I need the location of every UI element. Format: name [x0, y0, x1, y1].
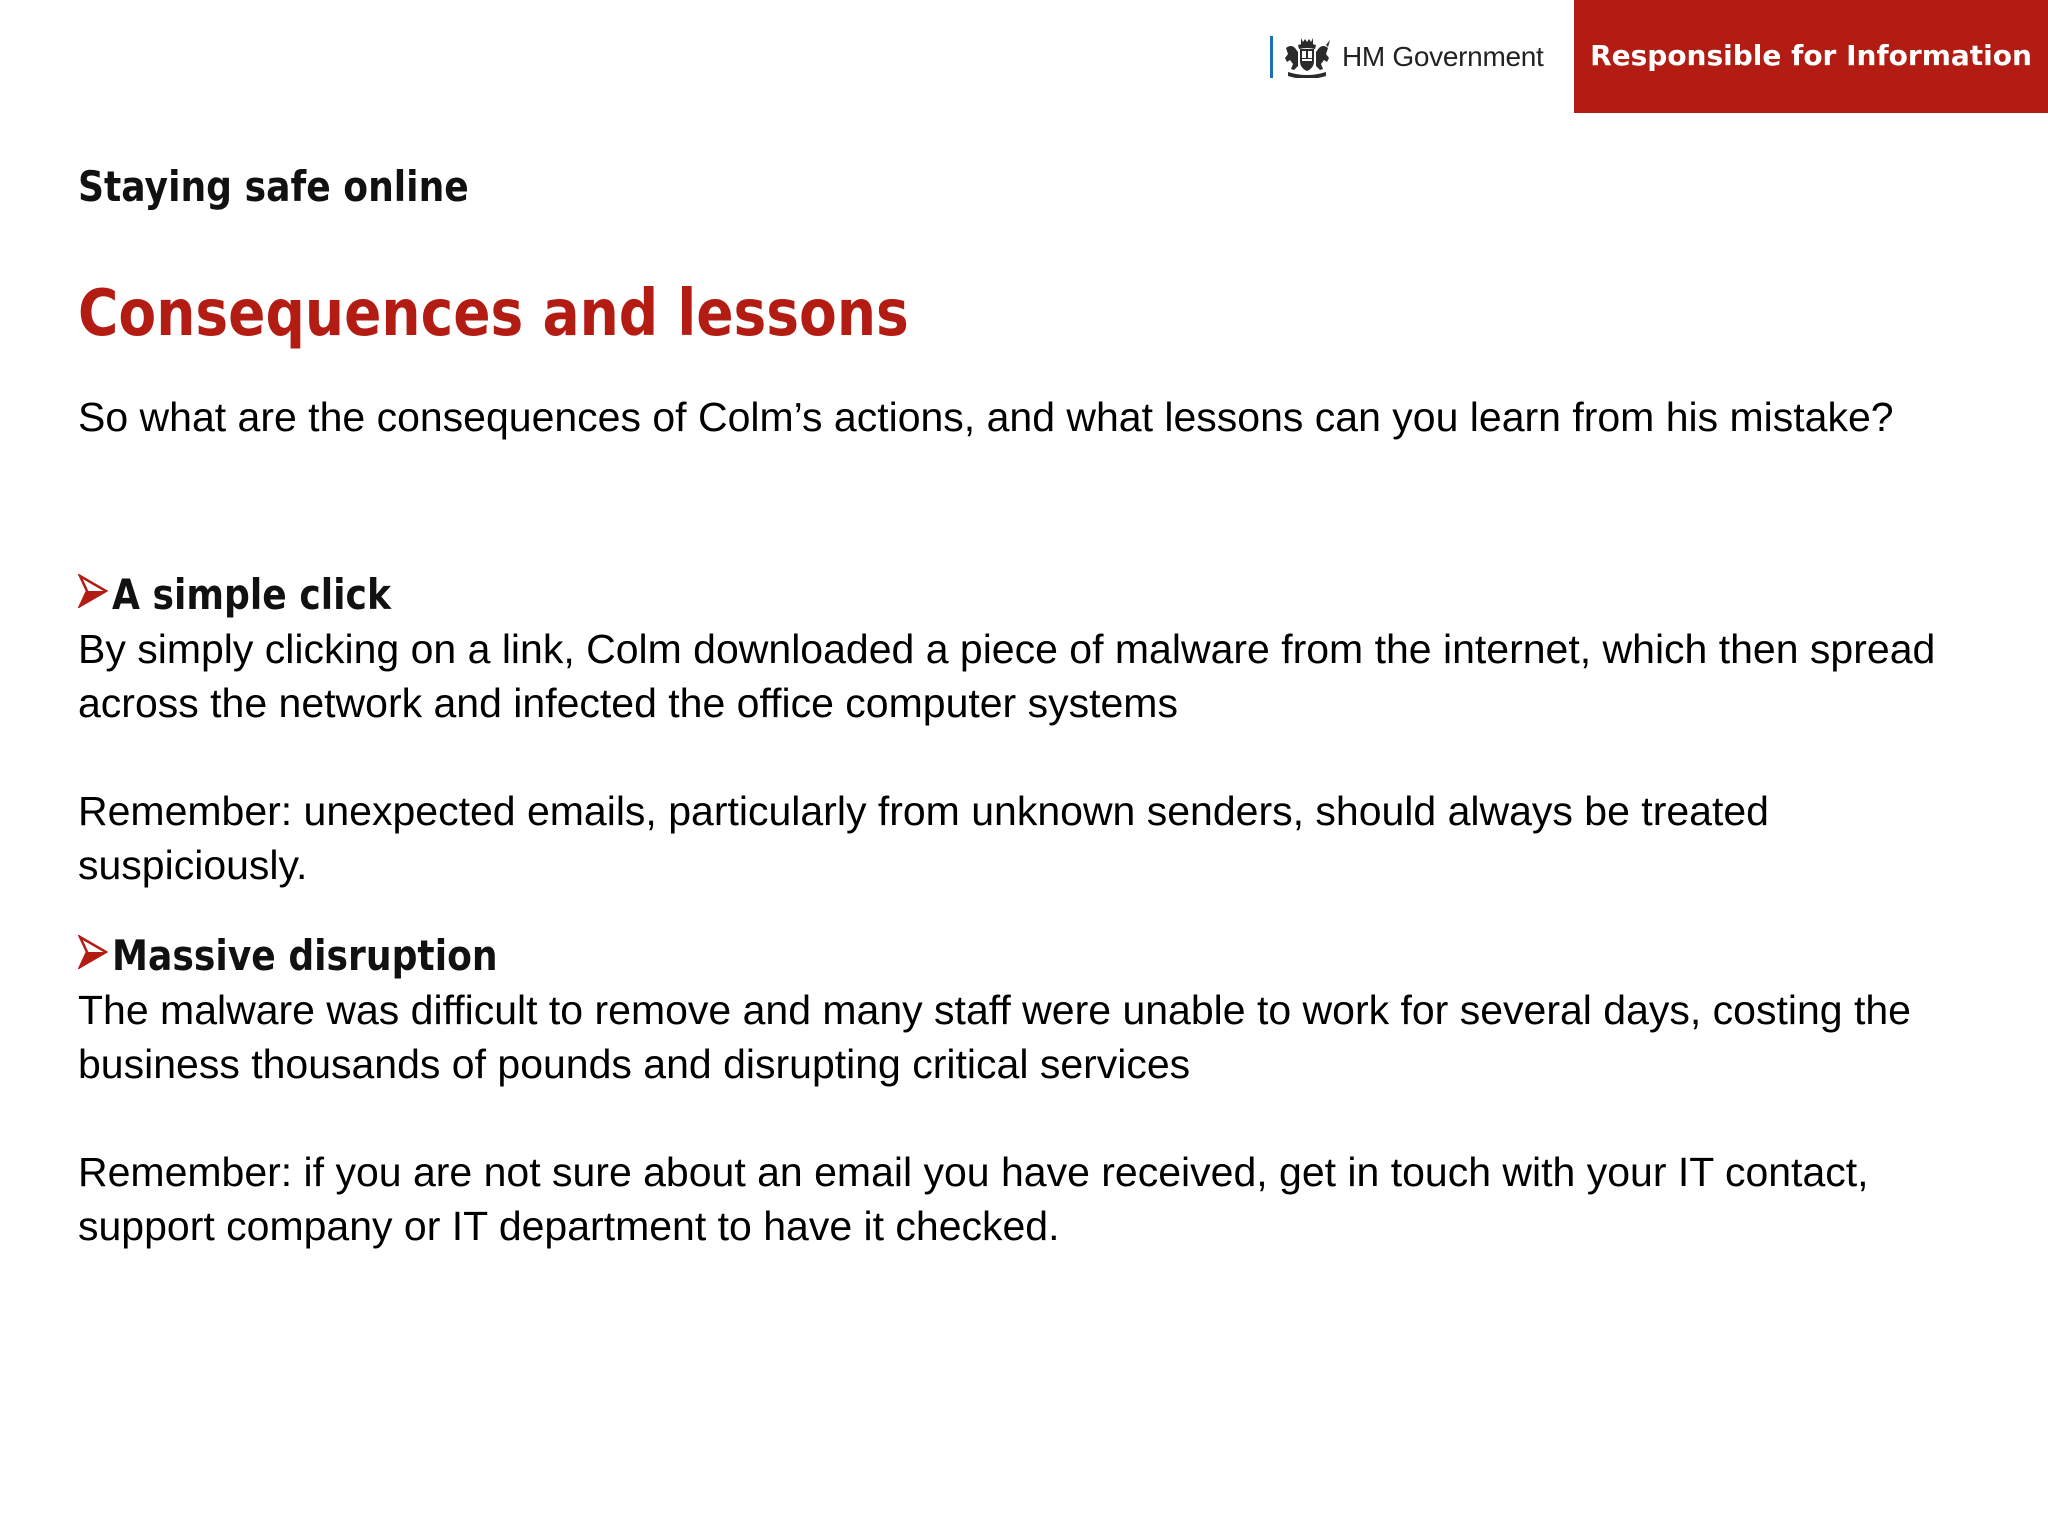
- consequence-point-simple-click: [78, 566, 1998, 892]
- slide-content: [78, 160, 1998, 1249]
- hm-government-logo: [1270, 36, 1544, 78]
- responsible-for-information-banner: [1574, 0, 2048, 113]
- page-title: Consequences and lessons: [78, 277, 909, 351]
- point-title: Massive disruption: [112, 930, 498, 980]
- banner-text: Responsible for Information: [1590, 39, 2032, 72]
- point-body: By simply clicking on a link, Colm downloaded a piece of malware from the internet, which then spread across the network and infected the office computer systems: [78, 626, 1936, 726]
- point-remember-note: Remember: if you are not sure about an email you have received, get in touch with your IT contact, support company or IT department to have it checked.: [78, 1149, 1869, 1249]
- point-heading: [78, 927, 1998, 983]
- point-remember-note: Remember: unexpected emails, particularly from unknown senders, should always be treated suspiciously.: [78, 788, 1769, 888]
- point-title: A simple click: [112, 569, 391, 619]
- intro-paragraph: So what are the consequences of Colm’s actions, and what lessons can you learn from his mistake?: [78, 394, 1894, 440]
- consequence-point-massive-disruption: [78, 927, 1998, 1253]
- point-heading: [78, 566, 1998, 622]
- royal-coat-of-arms-icon: [1282, 36, 1332, 78]
- section-label: Staying safe online: [78, 162, 469, 211]
- logo-divider: [1270, 36, 1273, 78]
- arrowhead-bullet-icon: [78, 574, 108, 608]
- arrowhead-bullet-icon: [78, 935, 108, 969]
- hm-government-wordmark: HM Government: [1342, 41, 1544, 72]
- slide-header: [0, 0, 2048, 113]
- point-body: The malware was difficult to remove and many staff were unable to work for several days, costing the business thousands of pounds and disrupting critical services: [78, 987, 1911, 1087]
